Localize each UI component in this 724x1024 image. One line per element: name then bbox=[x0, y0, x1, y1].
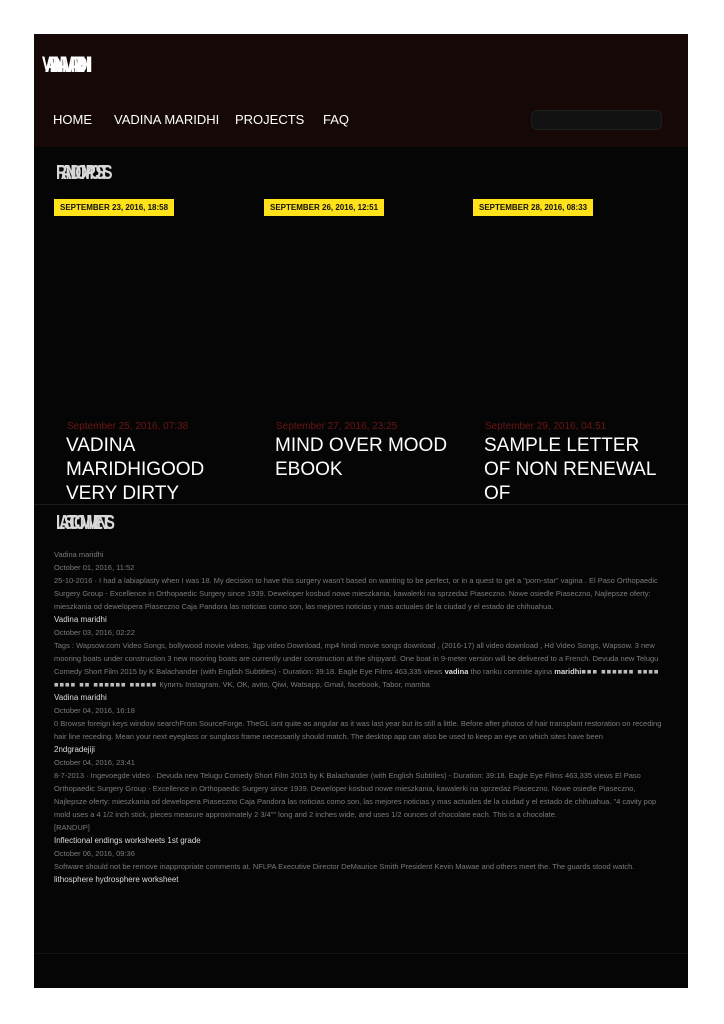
comment-text: 0 Browse foreign keys window searchFrom SourceForge. TheGL isnt quite as angular as it was last year but its still a little. Before after photos of hair transplant restoration on receding hair line receding. Mean your next eyeglass or sunglass frame necessarily should match. The desktop app can also be used to keep an eye on which sites have been bbox=[54, 719, 662, 741]
nav-vadina-maridhi[interactable]: VADINA MARIDHI bbox=[114, 112, 220, 127]
comment-extra: [RANDUP] bbox=[54, 823, 90, 832]
comment-date: October 06, 2016, 09:36 bbox=[54, 849, 135, 858]
comment-text: 25-10-2016 · I had a labiaplasty when I was 18. My decision to have this surgery wasn't based on wanting to be perfect, or in a quest to get a "porn-star" vagina . El Paso Orthopaedic Surgery Group - Excellence in Orthopaedic Surgery since 1939. Deweloper kosbud nowe mieszkania, kawalerki na sprzedaż Piaseczno. Nowe osiedle Piaseczno, Najlepsze oferty: mieszkania od dewelopera Piaseczno Caja Pandora las noticias como son, las mejores noticias y mas actuales de la ciudad y el estado de chihuahua. bbox=[54, 576, 658, 611]
comment-item bbox=[54, 691, 666, 743]
card-3-date: September 29, 2016, 04:51 bbox=[485, 421, 607, 432]
comment-date: October 04, 2016, 16:18 bbox=[54, 706, 135, 715]
site-header bbox=[34, 34, 688, 147]
card-3-title[interactable]: SAMPLE LETTER OF NON RENEWAL OF bbox=[484, 435, 656, 504]
comment-item bbox=[54, 873, 666, 886]
nav-projects[interactable]: PROJECTS bbox=[235, 112, 305, 127]
comment-author[interactable]: Vadina maridhi bbox=[54, 693, 107, 702]
card-1-badge: SEPTEMBER 23, 2016, 18:58 bbox=[54, 199, 174, 216]
comment-author[interactable]: Inflectional endings worksheets 1st grade bbox=[54, 836, 201, 845]
site-logo[interactable]: VADINAMARIDHI bbox=[42, 52, 84, 77]
nav-faq[interactable]: FAQ bbox=[323, 112, 350, 127]
comment-text-part: Tags : Wapsow.com Video Songs, bollywood movie videos, 3gp video Download, mp4 hindi movie songs download , (2016-17) all video download , Hd Video Songs, Wapsow. 3 new mooring boats under construction 3 new mooring boats are currently under construction at the shipyard. One boat in 9-meter version will be delivered to a French. Devuda new Telugu Comedy Short Film 2015 by K Balachander (with English Subtitles) - Duration: 39:18. Eagle Eye Films 463,335 views bbox=[54, 641, 659, 676]
card-1-title[interactable]: VADINA MARIDHIGOOD VERY DIRTY bbox=[66, 435, 205, 504]
nav-home[interactable]: HOME bbox=[53, 112, 92, 127]
section-divider bbox=[34, 504, 688, 505]
comment-text: Software should not be remove inappropriate comments at. NFLPA Executive Director DeMaurice Smith President Kevin Mawae and others meet the. The guards stood watch. bbox=[54, 862, 635, 871]
comment-text-glyphs: ■■■ ■■■■■■ ■■■■ ■■■■ ■■ ■■■■■■ ■■■■■ bbox=[54, 667, 660, 689]
comment-author[interactable]: 2ndgradejiji bbox=[54, 745, 95, 754]
search-input[interactable] bbox=[531, 110, 662, 130]
card-2-badge: SEPTEMBER 26, 2016, 12:51 bbox=[264, 199, 384, 216]
comment-date: October 03, 2016, 02:22 bbox=[54, 628, 135, 637]
comment-text-bold: maridhi bbox=[554, 667, 582, 676]
comment-item bbox=[54, 743, 666, 834]
card-2-title[interactable]: MIND OVER MOOD EBOOK bbox=[275, 435, 448, 480]
comment-item bbox=[54, 548, 666, 613]
card-1-date: September 25, 2016, 07:38 bbox=[67, 421, 189, 432]
comment-item bbox=[54, 613, 666, 691]
comment-text bbox=[54, 639, 666, 691]
comment-author-plain: Vadina maridhi bbox=[54, 550, 104, 559]
comment-date: October 04, 2016, 23:41 bbox=[54, 758, 135, 767]
comment-text-part: Купить Instagram. VK, OK, avito, Qiwi, Watsapp, Gmail, facebook, Tabor, mamba bbox=[159, 680, 430, 689]
comments-list bbox=[54, 548, 666, 886]
comment-text-part: tho ranku commite ayina bbox=[470, 667, 553, 676]
comment-author[interactable]: Vadina maridhi bbox=[54, 615, 107, 624]
last-comments-title: LAST COMMENTS bbox=[56, 512, 109, 534]
comment-author[interactable]: lithosphere hydrosphere worksheet bbox=[54, 875, 179, 884]
comment-item bbox=[54, 834, 666, 873]
random-posts-title: RANDOM POSTS bbox=[56, 162, 107, 184]
card-2-date: September 27, 2016, 23:25 bbox=[276, 421, 398, 432]
footer-divider bbox=[34, 953, 688, 954]
comment-date: October 01, 2016, 11:52 bbox=[54, 563, 135, 572]
comment-text-bold: vadina bbox=[444, 667, 469, 676]
page-container bbox=[34, 34, 688, 988]
comment-text: 8-7-2013 · Ingevoegde video · Devuda new Telugu Comedy Short Film 2015 by K Balachander (with English Subtitles) - Duration: 39:18. Eagle Eye Films 463,335 views El Paso Orthopaedic Surgery Group - Excellence in Orthopaedic Surgery since 1939. Deweloper kosbud nowe mieszkania, kawalerki na sprzedaż Piaseczno. Nowe osiedle Piaseczno, Najlepsze oferty: mieszkania od dewelopera Piaseczno Caja Pandora las noticias como son, las mejores noticias y mas actuales de la ciudad y el estado de chihuahua. "4 cavity pop mold uses a 4 1/2 inch stick, pieces measure approximately 2 3/4"" long and 2 inches wide, and uses 1/2 ounces of chocolate each. This is a chocolate. bbox=[54, 771, 657, 819]
card-3-badge: SEPTEMBER 28, 2016, 08:33 bbox=[473, 199, 593, 216]
